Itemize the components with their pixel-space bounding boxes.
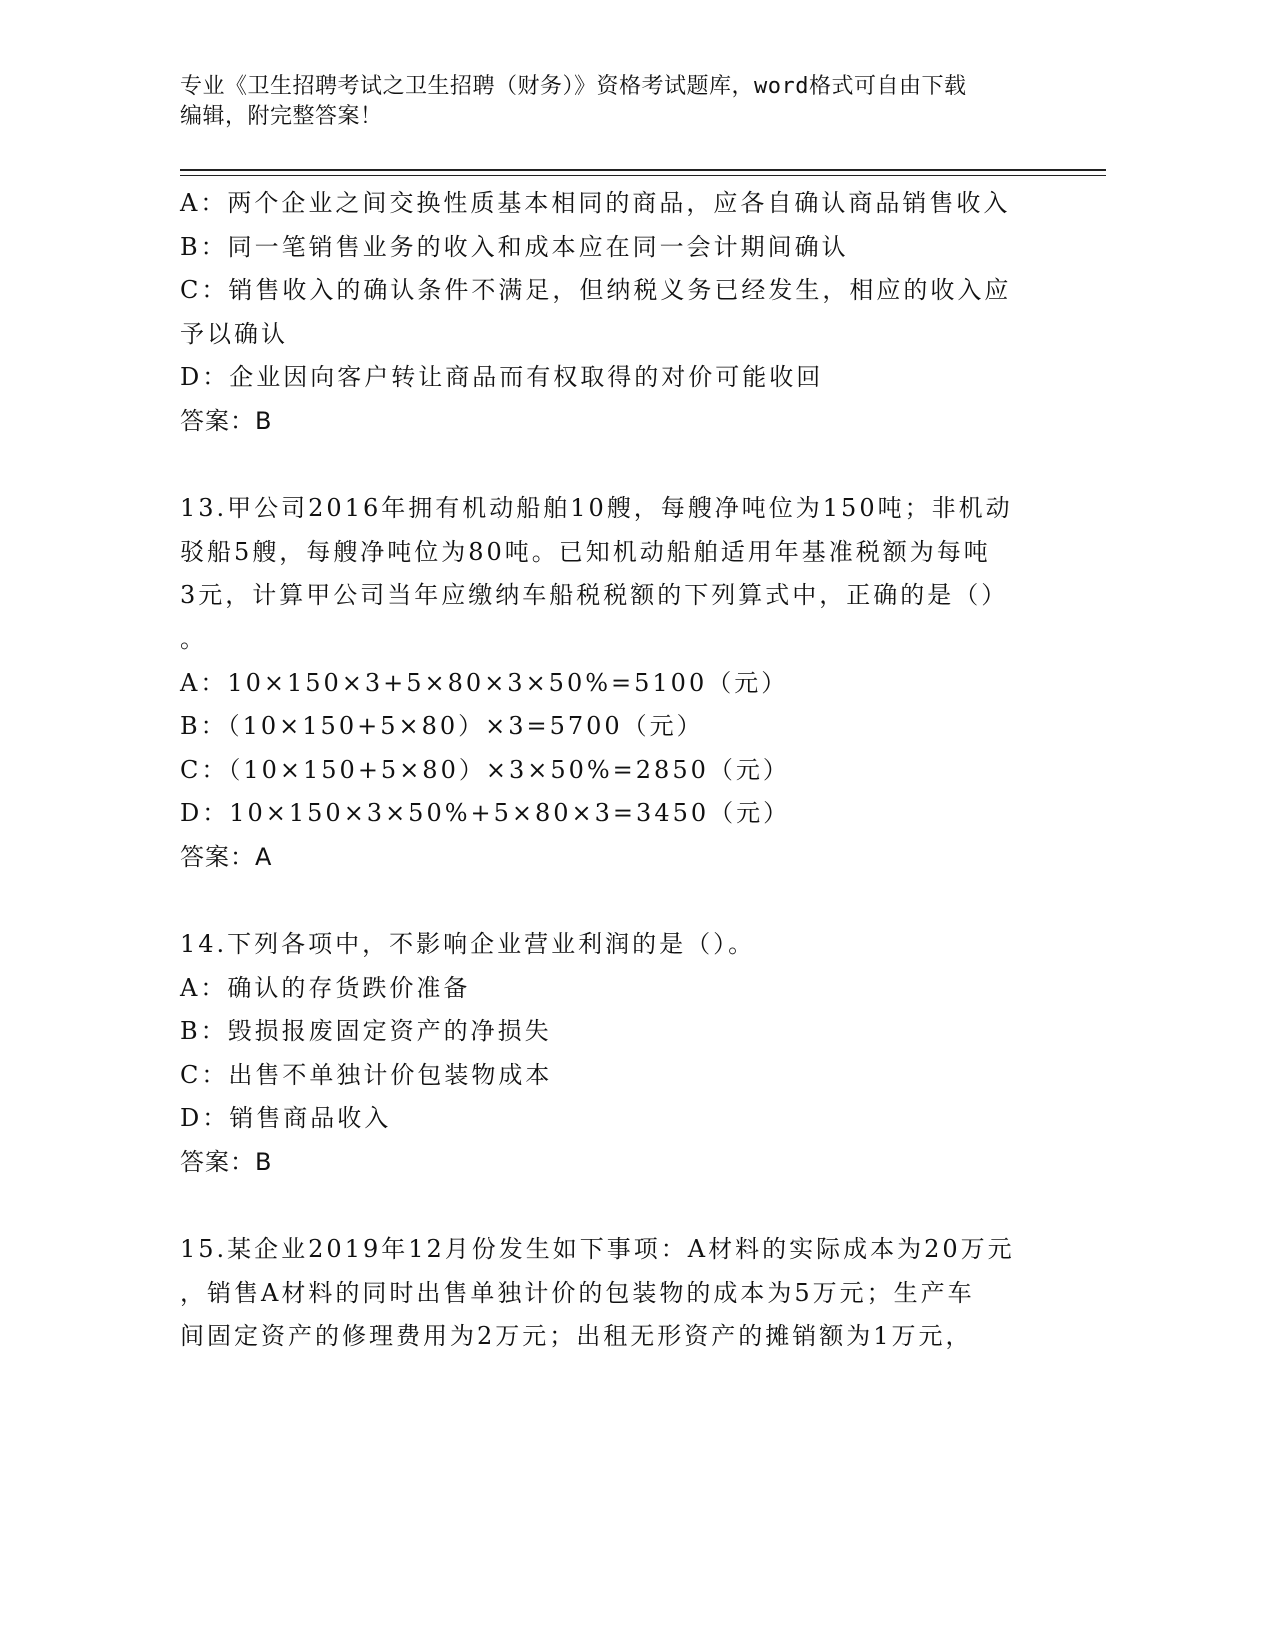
question-stem: 15.某企业2019年12月份发生如下事项：A材料的实际成本为20万元 — [180, 1235, 1015, 1264]
option-a: A：10×150×3+5×80×3×50%=5100（元） — [180, 668, 789, 697]
header-line-2: 编辑，附完整答案！ — [180, 104, 383, 129]
answer-label: 答案：A — [180, 842, 273, 871]
option-d: D：销售商品收入 — [180, 1104, 392, 1133]
question-15 — [180, 1228, 1040, 1359]
option-d: D：企业因向客户转让商品而有权取得的对价可能收回 — [180, 363, 824, 392]
spacer — [180, 1185, 1040, 1229]
document-body — [180, 182, 1040, 1359]
header-divider-thin — [180, 175, 1106, 176]
question-stem-line-2: 驳船5艘，每艘净吨位为80吨。已知机动船舶适用年基准税额为每吨 — [180, 537, 991, 566]
answer-label: 答案：B — [180, 1148, 273, 1177]
spacer — [180, 444, 1040, 488]
option-d: D：10×150×3×50%+5×80×3=3450（元） — [180, 799, 791, 828]
question-14 — [180, 923, 1040, 1185]
header-line-1: 专业《卫生招聘考试之卫生招聘（财务）》资格考试题库，word格式可自由下载 — [180, 74, 967, 99]
header-divider-thick — [180, 169, 1106, 171]
question-13 — [180, 487, 1040, 879]
option-b: B：同一笔销售业务的收入和成本应在同一会计期间确认 — [180, 232, 849, 261]
question-stem-line-4: 。 — [180, 624, 207, 653]
question-stem-line-3: 间固定资产的修理费用为2万元；出租无形资产的摊销额为1万元， — [180, 1322, 973, 1351]
option-a: A：两个企业之间交换性质基本相同的商品，应各自确认商品销售收入 — [180, 189, 1011, 217]
option-b: B：（10×150+5×80）×3=5700（元） — [180, 712, 704, 741]
option-c-continued: 予以确认 — [180, 319, 288, 348]
question-stem: 14.下列各项中，不影响企业营业利润的是（）。 — [180, 930, 756, 959]
spacer — [180, 880, 1040, 924]
question-stem-line-3: 3元，计算甲公司当年应缴纳车船税税额的下列算式中，正确的是（） — [180, 581, 1009, 610]
document-header — [180, 72, 1060, 132]
question-12-options — [180, 182, 1040, 444]
option-a: A：确认的存货跌价准备 — [180, 973, 471, 1002]
option-c: C：出售不单独计价包装物成本 — [180, 1060, 553, 1089]
answer-label: 答案：B — [180, 406, 273, 435]
question-stem: 13.甲公司2016年拥有机动船舶10艘，每艘净吨位为150吨；非机动 — [180, 494, 1013, 523]
question-stem-line-2: ，销售A材料的同时出售单独计价的包装物的成本为5万元；生产车 — [180, 1278, 975, 1307]
option-c: C：销售收入的确认条件不满足，但纳税义务已经发生，相应的收入应 — [180, 276, 1012, 305]
option-b: B：毁损报废固定资产的净损失 — [180, 1017, 552, 1046]
option-c: C：（10×150+5×80）×3×50%=2850（元） — [180, 755, 790, 784]
